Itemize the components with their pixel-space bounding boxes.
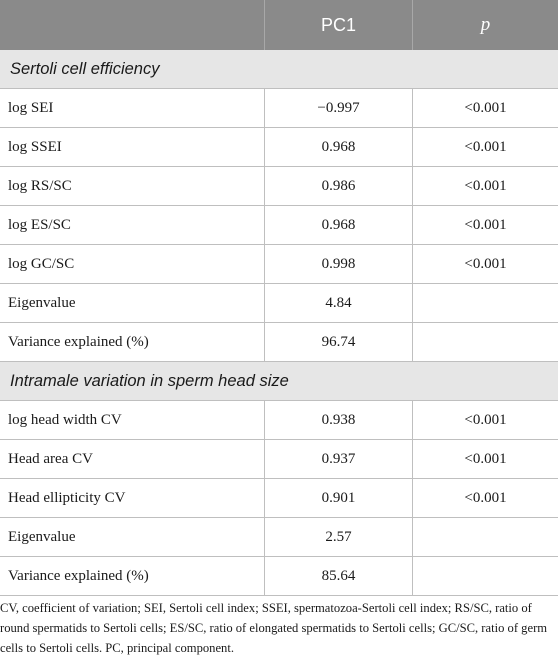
row-pc1: 0.968 [264,128,412,166]
row-p: <0.001 [412,479,558,517]
table-footnote: CV, coefficient of variation; SEI, Sertoli cell index; SSEI, spermatozoa-Sertoli cell index; RS/SC, ratio of round spermatids to Sertoli cells; ES/SC, ratio of elongated spermatids to Sertoli cells; GC/SC, ratio of germ cells to Sertoli cells. PC, principal component. [0,601,548,655]
table-row [0,284,558,323]
row-p: <0.001 [412,440,558,478]
row-label: Variance explained (%) [8,567,149,584]
row-pc1: 0.998 [264,245,412,283]
table-row [0,323,558,362]
table-row [0,89,558,128]
row-pc1: 2.57 [264,518,412,556]
row-pc1: 0.938 [264,401,412,439]
row-p: <0.001 [412,128,558,166]
table-row [0,440,558,479]
row-p [412,284,558,322]
row-label: log SSEI [8,138,62,155]
row-label: Head area CV [8,450,93,467]
row-p: <0.001 [412,245,558,283]
table-header [0,0,558,50]
row-p: <0.001 [412,206,558,244]
section-title: Sertoli cell efficiency [10,59,160,78]
row-label: Eigenvalue [8,528,76,545]
table-row [0,557,558,596]
row-pc1: 85.64 [264,557,412,595]
header-label-cell [0,0,264,50]
row-label: log SEI [8,99,54,116]
row-label: log GC/SC [8,255,75,272]
row-pc1: 0.986 [264,167,412,205]
row-p [412,518,558,556]
table-row [0,167,558,206]
header-p: p [412,0,558,50]
table-row [0,206,558,245]
row-pc1: 0.968 [264,206,412,244]
table-row [0,518,558,557]
section-header-sperm-head [0,362,558,401]
row-pc1: 0.901 [264,479,412,517]
row-label: log head width CV [8,411,122,428]
table-row [0,479,558,518]
table-row [0,245,558,284]
row-label: log ES/SC [8,216,71,233]
row-label: log RS/SC [8,177,72,194]
row-p [412,323,558,361]
section-title: Intramale variation in sperm head size [10,371,289,390]
table-row [0,401,558,440]
row-label: Variance explained (%) [8,333,149,350]
row-p [412,557,558,595]
header-pc1: PC1 [264,0,412,50]
row-p: <0.001 [412,89,558,127]
row-pc1: 96.74 [264,323,412,361]
section-header-sertoli [0,50,558,89]
table-row [0,128,558,167]
row-label: Head ellipticity CV [8,489,126,506]
row-pc1: 4.84 [264,284,412,322]
row-p: <0.001 [412,167,558,205]
row-label: Eigenvalue [8,294,76,311]
row-pc1: 0.937 [264,440,412,478]
row-p: <0.001 [412,401,558,439]
row-pc1: −0.997 [264,89,412,127]
